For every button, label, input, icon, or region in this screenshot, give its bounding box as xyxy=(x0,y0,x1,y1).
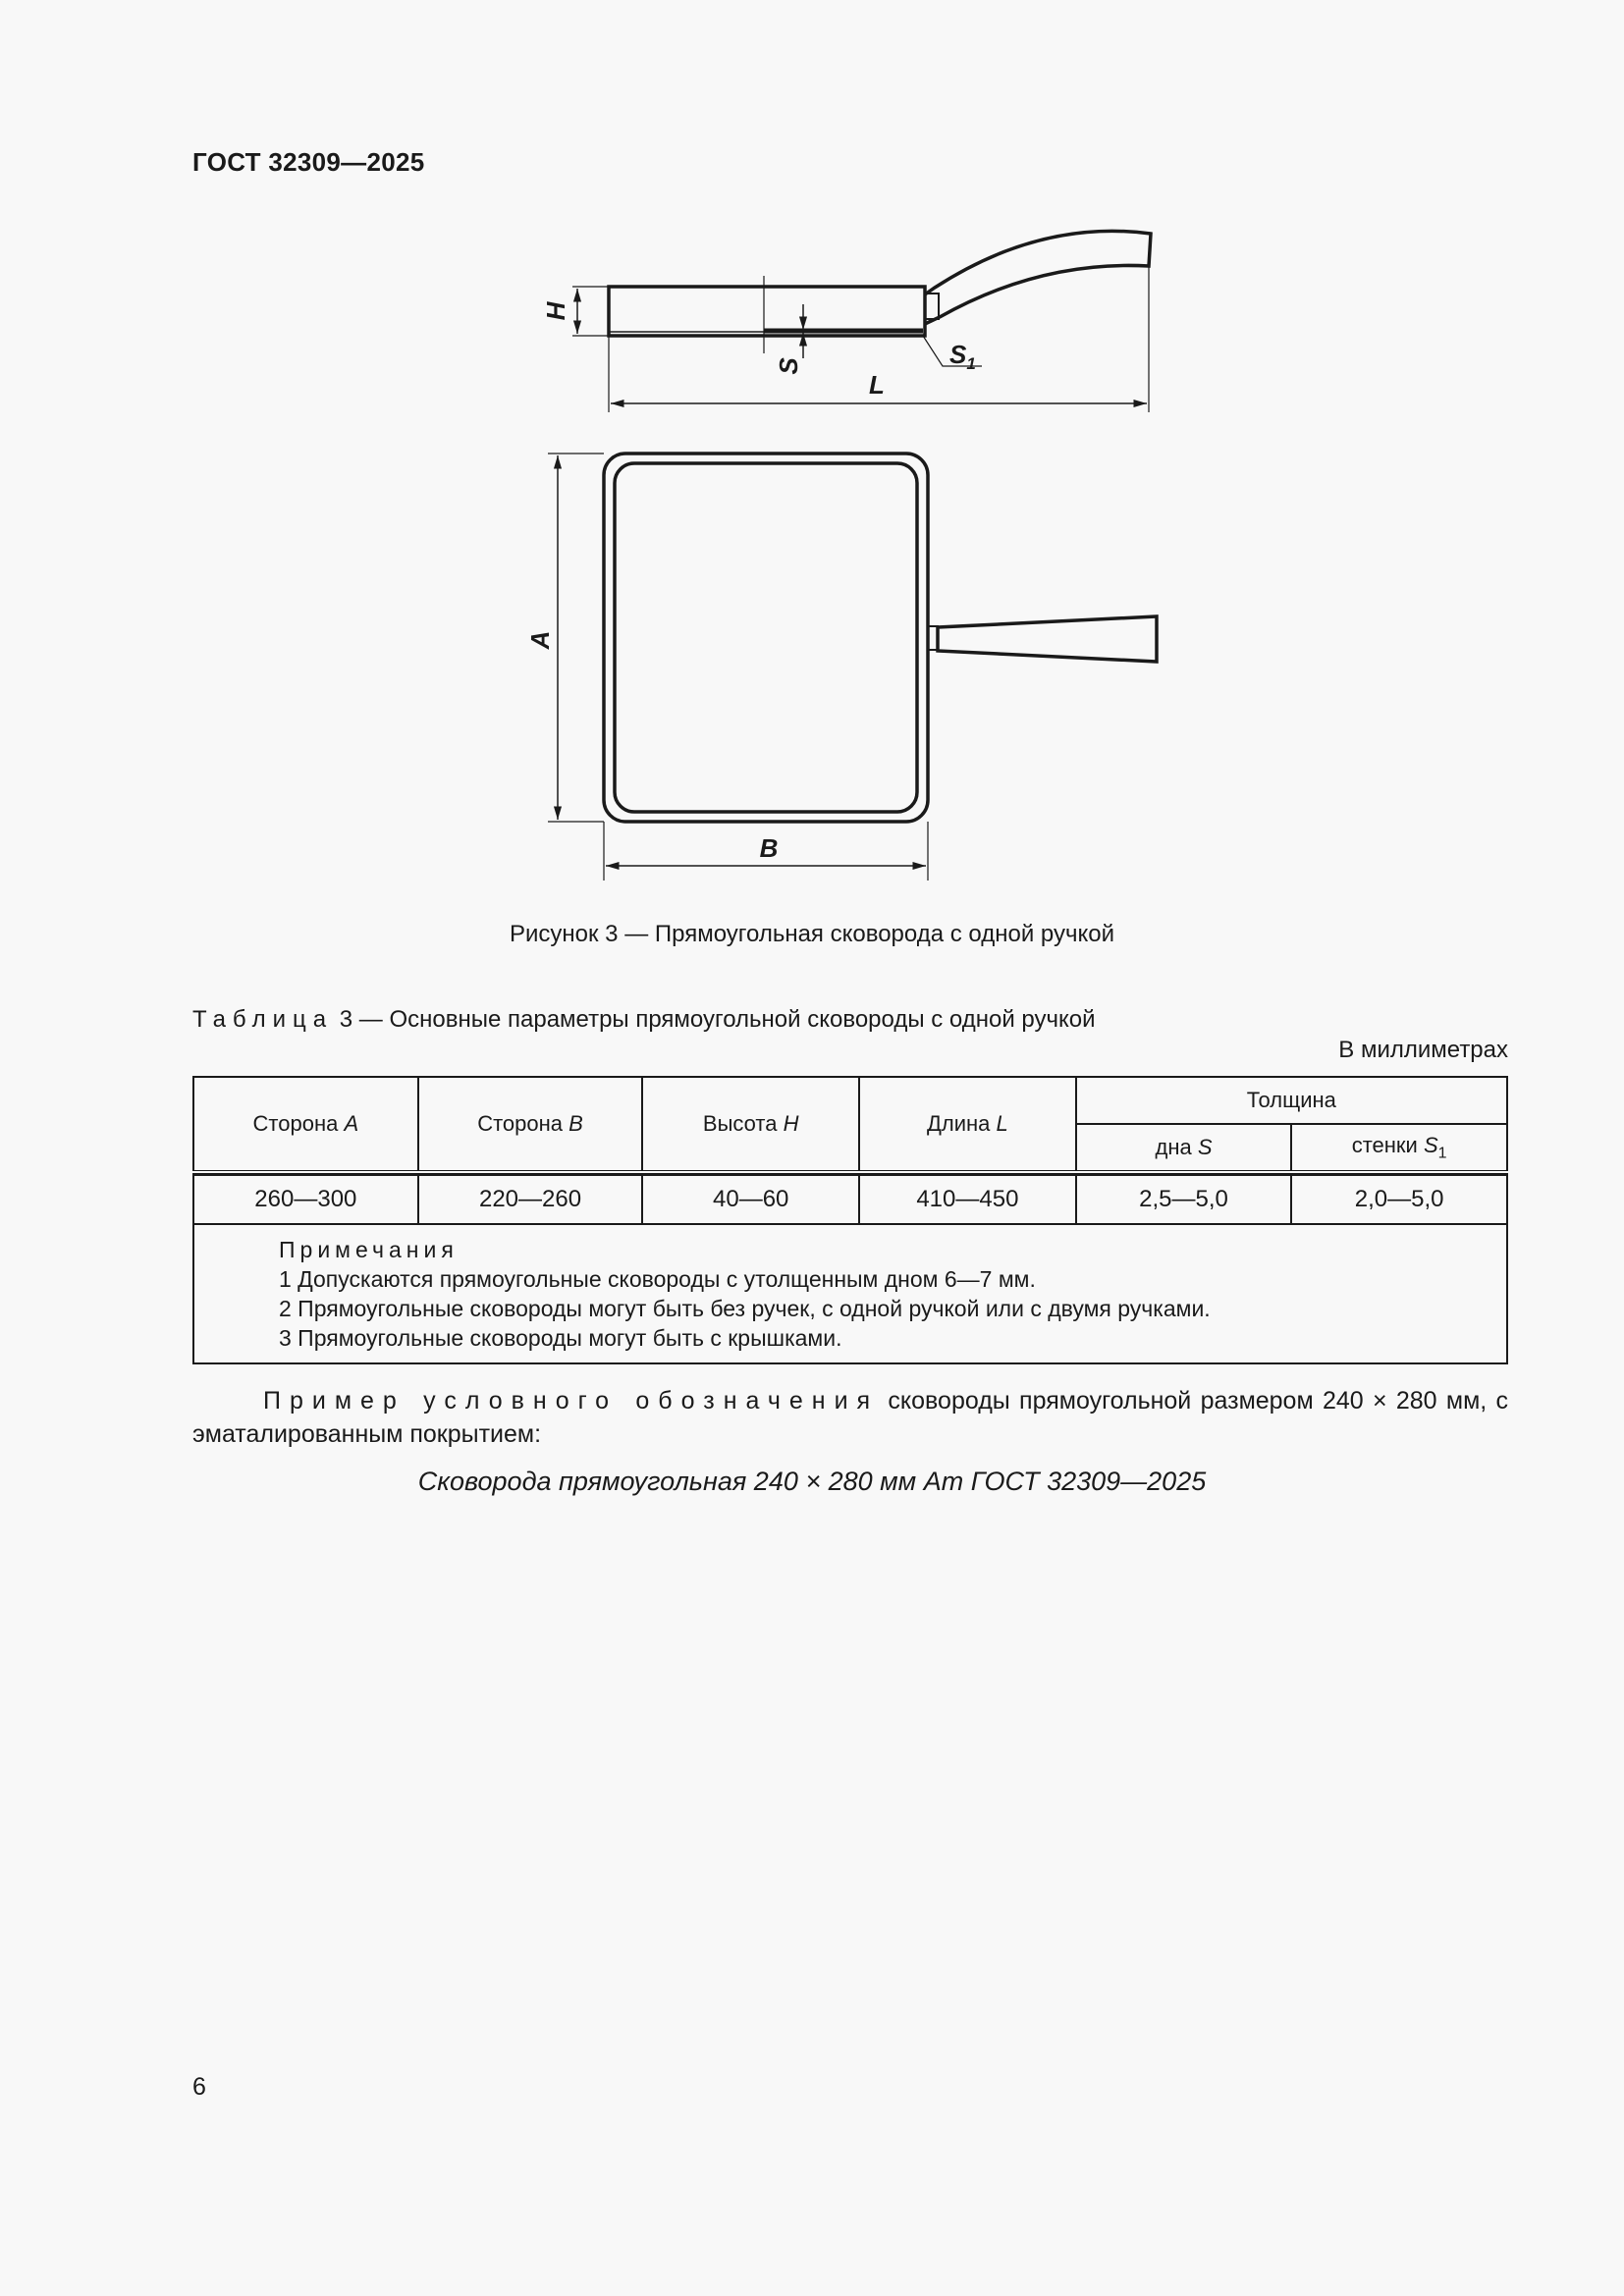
table-title-word: Таблица xyxy=(192,1006,334,1033)
side-view xyxy=(572,231,1151,412)
cell-bottom-thickness: 2,5—5,0 xyxy=(1076,1175,1292,1224)
cell-side-a: 260—300 xyxy=(193,1175,418,1224)
dim-label-s1: $S_1$ xyxy=(949,340,976,373)
table-title-text: 3 — Основные параметры прямоугольной сковороды с одной ручкой xyxy=(333,1006,1096,1033)
pan-drawing xyxy=(511,221,1218,908)
designation-example xyxy=(192,1384,1508,1451)
technical-drawing xyxy=(511,221,1218,908)
figure-caption: Рисунок 3 — Прямоугольная сковорода с одной ручкой xyxy=(510,921,1114,947)
header-side-b: Сторона B xyxy=(418,1077,643,1172)
table-title xyxy=(192,1006,1096,1034)
plan-view-inner-rim xyxy=(615,463,917,812)
side-view-handle xyxy=(925,231,1151,324)
header-length: Длина L xyxy=(859,1077,1076,1172)
cell-length: 410—450 xyxy=(859,1175,1076,1224)
header-wall: стенки $S_1$ xyxy=(1291,1124,1507,1172)
header-thickness: Толщина xyxy=(1076,1077,1507,1124)
example-text: сковороды прямоугольной размером 240 × 280 мм, с эматалированным покрытием: xyxy=(192,1387,1509,1448)
note-item: 2 Прямоугольные сковороды могут быть без ручек, с одной ручкой или с двумя ручками. xyxy=(279,1296,1211,1321)
dim-label-l: L xyxy=(869,370,885,400)
table-units: В миллиметрах xyxy=(1338,1037,1508,1063)
note-item: 3 Прямоугольные сковороды могут быть с крышками. xyxy=(279,1325,842,1351)
cell-wall-thickness: 2,0—5,0 xyxy=(1291,1175,1507,1224)
header-height: Высота H xyxy=(642,1077,859,1172)
cell-side-b: 220—260 xyxy=(418,1175,643,1224)
plan-view-outer-rim xyxy=(604,454,928,822)
plan-view-handle xyxy=(938,616,1157,662)
header-bottom: дна S xyxy=(1076,1124,1292,1172)
header-side-a: Сторона A xyxy=(193,1077,418,1172)
table-notes xyxy=(193,1224,1507,1363)
dim-label-b: B xyxy=(759,833,779,863)
dim-label-h: H xyxy=(541,301,570,321)
page-number: 6 xyxy=(192,2073,206,2101)
designation-formula: Сковорода прямоугольная 240 × 280 мм Ат ГОСТ 32309—2025 xyxy=(417,1467,1207,1496)
table-row xyxy=(193,1175,1507,1224)
dim-label-a: A xyxy=(525,630,555,650)
example-lead: Пример условного обозначения xyxy=(263,1387,880,1415)
note-item: 1 Допускаются прямоугольные сковороды с утолщенным дном 6—7 мм. xyxy=(279,1266,1036,1292)
cell-height: 40—60 xyxy=(642,1175,859,1224)
document-header: ГОСТ 32309—2025 xyxy=(192,147,425,177)
notes-heading: Примечания xyxy=(279,1237,459,1262)
dim-label-s: S xyxy=(774,357,803,375)
parameters-table xyxy=(192,1076,1508,1364)
plan-view xyxy=(548,454,1157,881)
